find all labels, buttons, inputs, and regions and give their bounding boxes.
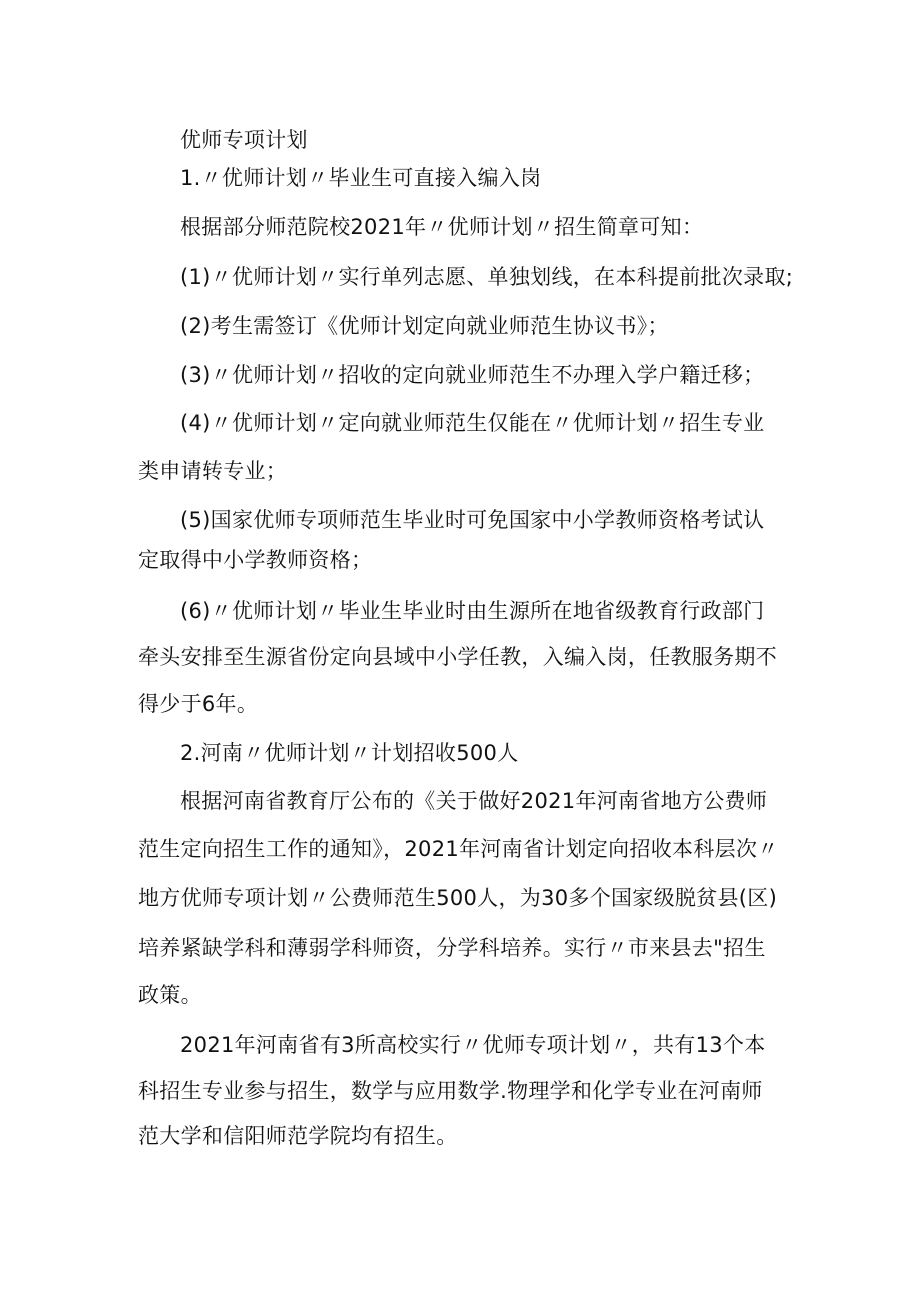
paragraph-2-line-1: 根据河南省教育厅公布的《关于做好2021年河南省地方公费师: [180, 789, 768, 813]
intro-paragraph: 根据部分师范院校2021年〃优师计划〃招生简章可知：: [180, 215, 704, 239]
list-item-4-line-1: (4)〃优师计划〃定向就业师范生仅能在〃优师计划〃招生专业: [180, 411, 765, 435]
list-item-5-line-2: 定取得中小学教师资格；: [138, 548, 373, 572]
list-item-2: (2)考生需签订《优师计划定向就业师范生协议书》；: [180, 314, 669, 338]
list-item-1: (1)〃优师计划〃实行单列志愿、单独划线，在本科提前批次录取;: [180, 265, 794, 289]
document-title: 优师专项计划: [180, 128, 308, 152]
paragraph-2-line-4: 培养紧缺学科和薄弱学科师资，分学科培养。实行〃市来县去"招生: [138, 936, 766, 960]
list-item-5-line-1: (5)国家优师专项师范生毕业时可免国家中小学教师资格考试认: [180, 508, 765, 532]
list-item-6-line-2: 牵头安排至生源省份定向县域中小学任教，入编入岗，任教服务期不: [138, 645, 777, 669]
paragraph-2-line-5: 政策。: [138, 983, 202, 1007]
list-item-4-line-2: 类申请转专业；: [138, 459, 288, 483]
paragraph-3-line-3: 范大学和信阳师范学院均有招生。: [138, 1124, 458, 1148]
section-2-heading: 2.河南〃优师计划〃计划招收500人: [180, 741, 519, 765]
paragraph-2-line-2: 范生定向招生工作的通知》，2021年河南省计划定向招收本科层次〃: [138, 837, 779, 861]
section-1-heading: 1.〃优师计划〃毕业生可直接入编入岗: [180, 166, 542, 190]
list-item-3: (3)〃优师计划〃招收的定向就业师范生不办理入学户籍迁移；: [180, 363, 765, 387]
paragraph-3-line-2: 科招生专业参与招生，数学与应用数学.物理学和化学专业在河南师: [138, 1079, 763, 1103]
paragraph-2-line-3: 地方优师专项计划〃公费师范生500人，为30多个国家级脱贫县(区): [138, 886, 778, 910]
list-item-6-line-3: 得少于6年。: [138, 692, 259, 716]
paragraph-3-line-1: 2021年河南省有3所高校实行〃优师专项计划〃，共有13个本: [180, 1033, 766, 1057]
list-item-6-line-1: (6)〃优师计划〃毕业生毕业时由生源所在地省级教育行政部门: [180, 599, 765, 623]
